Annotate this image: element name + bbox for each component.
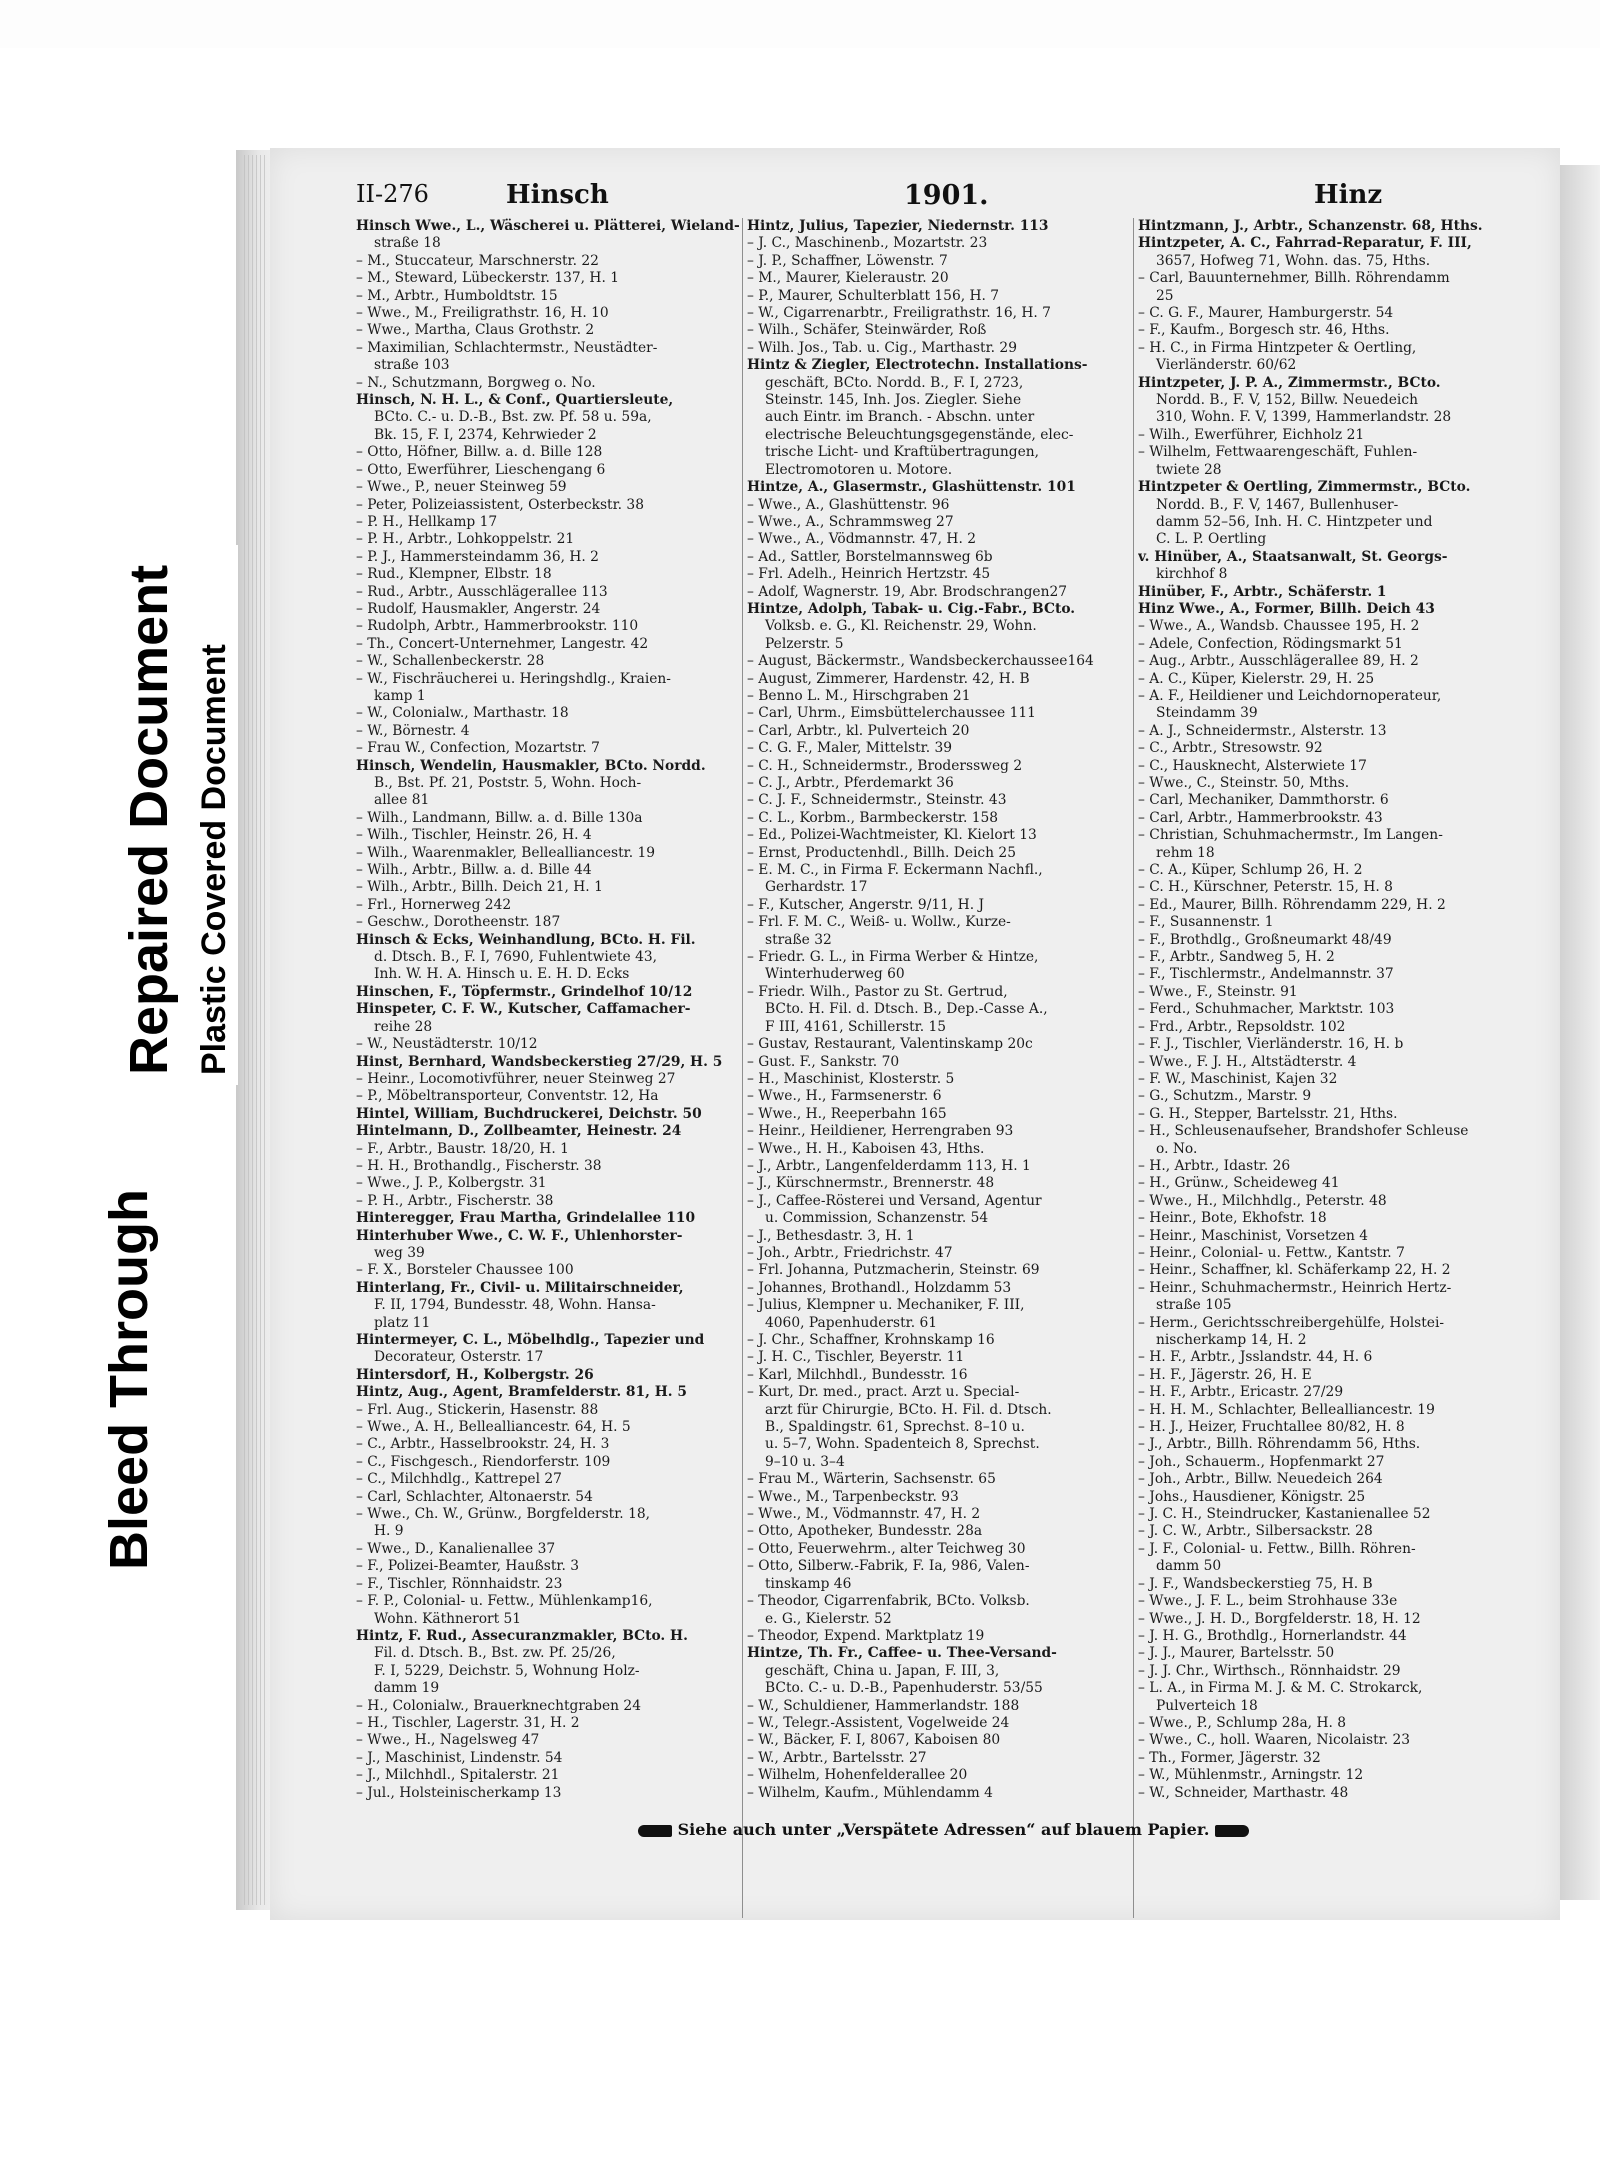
directory-entry: B., Spaldingstr. 61, Sprechst. 8–10 u. xyxy=(765,1419,1025,1436)
directory-entry: – Wilh., Landmann, Billw. a. d. Bille 130a xyxy=(356,809,643,826)
directory-entry: – Wwe., P., neuer Steinweg 59 xyxy=(356,479,567,496)
directory-entry: – Carl, Mechaniker, Dammthorstr. 6 xyxy=(1138,792,1389,809)
directory-entry: – Wwe., Ch. W., Grünw., Borgfelderstr. 18, xyxy=(356,1506,651,1523)
directory-entry: – C. J., Arbtr., Pferdemarkt 36 xyxy=(747,775,954,791)
directory-entry: Hinsch, N. H. L., & Conf., Quartiersleute, xyxy=(356,392,674,409)
directory-entry: geschäft, BCto. Nordd. B., F. I, 2723, xyxy=(765,374,1024,391)
directory-entry: – Joh., Arbtr., Friedrichstr. 47 xyxy=(747,1244,953,1261)
directory-entry: kirchhof 8 xyxy=(1156,566,1228,583)
directory-entry: – Adele, Confection, Rödingsmarkt 51 xyxy=(1138,635,1403,652)
directory-entry: Fil. d. Dtsch. B., Bst. zw. Pf. 25/26, xyxy=(374,1645,616,1662)
directory-entry: – Geschw., Dorotheenstr. 187 xyxy=(356,914,561,931)
directory-entry: – Ernst, Productenhdl., Billh. Deich 25 xyxy=(747,844,1016,861)
directory-entry: 3657, Hofweg 71, Wohn. das. 75, Hths. xyxy=(1156,252,1431,269)
directory-entry: – Wwe., D., Kanalienallee 37 xyxy=(356,1540,556,1557)
directory-entry: BCto. C.- u. D.-B., Papenhuderstr. 53/55 xyxy=(765,1680,1043,1697)
directory-entry: – Herm., Gerichtsschreibergehülfe, Holstei- xyxy=(1138,1314,1445,1331)
directory-entry: tinskamp 46 xyxy=(765,1575,852,1592)
directory-entry: rehm 18 xyxy=(1156,844,1215,861)
directory-entry: – Wwe., F., Steinstr. 91 xyxy=(1138,983,1298,1000)
directory-entry: Electromotoren u. Motore. xyxy=(765,461,953,478)
directory-entry: – Otto, Silberw.-Fabrik, F. Ia, 986, Valen- xyxy=(747,1558,1030,1575)
directory-entry: – A. F., Heildiener und Leichdornoperateur, xyxy=(1138,687,1442,704)
directory-entry: Hintz, Aug., Agent, Bramfelderstr. 81, H. 5 xyxy=(356,1384,687,1401)
directory-entry: – H. F., Jägerstr. 26, H. E xyxy=(1138,1366,1312,1383)
directory-column-1 xyxy=(356,218,741,1802)
directory-entry: – H., Schleusenaufseher, Brandshofer Schleuse xyxy=(1138,1123,1469,1140)
directory-entry: – F. W., Maschinist, Kajen 32 xyxy=(1138,1070,1338,1087)
directory-entry: – J., Bethesdastr. 3, H. 1 xyxy=(747,1227,915,1244)
side-label-repaired-document: Repaired Document xyxy=(119,564,179,1075)
directory-entry: – M., Stuccateur, Marschnerstr. 22 xyxy=(356,252,599,269)
directory-entry: – F., Arbtr., Sandweg 5, H. 2 xyxy=(1138,949,1335,966)
directory-entry: – Heinr., Bote, Ekhofstr. 18 xyxy=(1138,1210,1327,1227)
side-label-plastic-covered: Plastic Covered Document xyxy=(195,644,233,1075)
directory-entry: Hintelmann, D., Zollbeamter, Heinestr. 24 xyxy=(356,1123,682,1140)
directory-entry: – Wwe., Martha, Claus Grothstr. 2 xyxy=(356,322,595,339)
directory-entry: Hinterhuber Wwe., C. W. F., Uhlenhorster- xyxy=(356,1227,683,1244)
directory-entry: – Johannes, Brothandl., Holzdamm 53 xyxy=(747,1279,1012,1296)
side-label-bleed-through: Bleed Through xyxy=(99,1189,159,1570)
directory-entry: – F., Brothdlg., Großneumarkt 48/49 xyxy=(1138,931,1392,948)
directory-entry: – N., Schutzmann, Borgweg o. No. xyxy=(356,374,596,391)
directory-entry: – J. C., Maschinenb., Mozartstr. 23 xyxy=(747,235,988,252)
directory-entry: – Heinr., Maschinist, Vorsetzen 4 xyxy=(1138,1227,1369,1244)
directory-entry: – W., Telegr.-Assistent, Vogelweide 24 xyxy=(747,1714,1010,1731)
directory-entry: – Heinr., Colonial- u. Fettw., Kantstr. 7 xyxy=(1138,1244,1405,1261)
directory-entry: – Karl, Milchhdl., Bundesstr. 16 xyxy=(747,1366,968,1383)
directory-entry: – Otto, Apotheker, Bundesstr. 28a xyxy=(747,1523,983,1540)
directory-entry: – H., Arbtr., Idastr. 26 xyxy=(1138,1157,1291,1174)
directory-entry: Hinspeter, C. F. W., Kutscher, Caffamacher- xyxy=(356,1001,691,1018)
directory-entry: – Wwe., J. P., Kolbergstr. 31 xyxy=(356,1175,547,1192)
directory-entry: – F. P., Colonial- u. Fettw., Mühlenkamp16, xyxy=(356,1593,653,1610)
directory-entry: – C. L., Korbm., Barmbeckerstr. 158 xyxy=(747,809,999,826)
directory-entry: – Wwe., C., Steinstr. 50, Mths. xyxy=(1138,775,1350,791)
directory-entry: – Wwe., C., holl. Waaren, Nicolaistr. 23 xyxy=(1138,1732,1411,1749)
directory-entry: Hinsch Wwe., L., Wäscherei u. Plätterei, Wieland- xyxy=(356,218,740,234)
directory-entry: – Wwe., M., Tarpenbeckstr. 93 xyxy=(747,1488,959,1505)
directory-entry: – G., Schutzm., Marstr. 9 xyxy=(1138,1088,1312,1105)
directory-entry: – M., Maurer, Kieleraustr. 20 xyxy=(747,270,949,287)
directory-entry: – Wilh., Arbtr., Billh. Deich 21, H. 1 xyxy=(356,879,603,896)
directory-entry: – Ed., Polizei-Wachtmeister, Kl. Kielort 13 xyxy=(747,827,1037,844)
directory-entry: – Wwe., J. H. D., Borgfelderstr. 18, H. 12 xyxy=(1138,1610,1421,1627)
directory-entry: – Gustav, Restaurant, Valentinskamp 20c xyxy=(747,1036,1033,1053)
directory-entry: – W., Schneider, Marthastr. 48 xyxy=(1138,1784,1349,1801)
directory-entry: – J., Milchhdl., Spitalerstr. 21 xyxy=(356,1767,560,1784)
directory-entry: Pulverteich 18 xyxy=(1156,1697,1258,1714)
directory-entry: – H., Grünw., Scheideweg 41 xyxy=(1138,1175,1340,1192)
directory-entry: – Wilhelm, Fettwaarengeschäft, Fuhlen- xyxy=(1138,444,1418,461)
directory-entry: Vierländerstr. 60/62 xyxy=(1156,357,1297,374)
directory-entry: – Wilh. Jos., Tab. u. Cig., Marthastr. 29 xyxy=(747,339,1017,356)
directory-entry: – Wwe., M., Freiligrathstr. 16, H. 10 xyxy=(356,305,609,322)
directory-entry: Gerhardstr. 17 xyxy=(765,879,868,896)
directory-entry: – Frl. Adelh., Heinrich Hertzstr. 45 xyxy=(747,566,991,583)
directory-entry: d. Dtsch. B., F. I, 7690, Fuhlentwiete 43, xyxy=(374,949,658,966)
directory-entry: – Johs., Hausdiener, Königstr. 25 xyxy=(1138,1488,1366,1505)
column-divider xyxy=(742,218,743,1918)
directory-entry: – P. J., Hammersteindamm 36, H. 2 xyxy=(356,548,599,565)
directory-entry: – J. Chr., Schaffner, Krohnskamp 16 xyxy=(747,1332,995,1348)
directory-entry: – W., Bäcker, F. I, 8067, Kaboisen 80 xyxy=(747,1732,1001,1749)
directory-column-2 xyxy=(747,218,1132,1802)
directory-entry: – J., Arbtr., Billh. Röhrendamm 56, Hths. xyxy=(1138,1436,1421,1453)
directory-entry: Hintzpeter, J. P. A., Zimmermstr., BCto. xyxy=(1138,374,1441,391)
directory-entry: – Friedr. G. L., in Firma Werber & Hintze, xyxy=(747,949,1039,966)
directory-entry: Hintz & Ziegler, Electrotechn. Installations- xyxy=(747,357,1088,374)
directory-entry: – J. H. C., Tischler, Beyerstr. 11 xyxy=(747,1349,965,1366)
directory-entry: – C. H., Schneidermstr., Broderssweg 2 xyxy=(747,757,1023,774)
directory-entry: – J. H. G., Brothdlg., Hornerlandstr. 44 xyxy=(1138,1627,1407,1644)
directory-entry: – August, Zimmerer, Hardenstr. 42, H. B xyxy=(747,670,1030,687)
page-stack-edges xyxy=(244,155,268,1905)
directory-entry: Hinüber, F., Arbtr., Schäferstr. 1 xyxy=(1138,583,1387,600)
directory-entry: – C. H., Kürschner, Peterstr. 15, H. 8 xyxy=(1138,879,1393,896)
directory-entry: – Wilh., Tischler, Heinstr. 26, H. 4 xyxy=(356,827,592,844)
directory-entry: – Wwe., A., Vödmannstr. 47, H. 2 xyxy=(747,531,977,548)
directory-entry: – Wwe., A., Glashüttenstr. 96 xyxy=(747,496,950,513)
directory-entry: – Julius, Klempner u. Mechaniker, F. III, xyxy=(747,1297,1025,1314)
directory-entry: – Aug., Arbtr., Ausschlägerallee 89, H. 2 xyxy=(1138,653,1419,670)
page-number: II-276 xyxy=(356,180,429,208)
directory-entry: – Wwe., F. J. H., Altstädterstr. 4 xyxy=(1138,1053,1357,1070)
directory-entry: – Wwe., P., Schlump 28a, H. 8 xyxy=(1138,1714,1347,1731)
directory-entry: allee 81 xyxy=(374,792,430,809)
directory-entry: – J. J. Chr., Wirthsch., Rönnhaidstr. 29 xyxy=(1138,1662,1401,1679)
directory-entry: – W., Schallenbeckerstr. 28 xyxy=(356,653,545,670)
directory-entry: Hintze, Th. Fr., Caffee- u. Thee-Versand- xyxy=(747,1645,1057,1662)
directory-entry: straße 32 xyxy=(765,931,832,948)
directory-entry: Hintersdorf, H., Kolbergstr. 26 xyxy=(356,1366,594,1383)
directory-entry: – Ferd., Schuhmacher, Marktstr. 103 xyxy=(1138,1001,1395,1018)
directory-entry: – H. H. M., Schlachter, Bellealliancestr. 19 xyxy=(1138,1401,1435,1418)
directory-entry: – Ad., Sattler, Borstelmannsweg 6b xyxy=(747,548,993,565)
header-left-keyword: Hinsch xyxy=(506,180,609,210)
page-header xyxy=(356,180,1383,220)
directory-entry: – M., Steward, Lübeckerstr. 137, H. 1 xyxy=(356,270,620,287)
directory-entry: – Heinr., Schaffner, kl. Schäferkamp 22, H. 2 xyxy=(1138,1262,1451,1279)
directory-entry: Hintzmann, J., Arbtr., Schanzenstr. 68, Hths. xyxy=(1138,218,1483,234)
directory-entry: – J., Caffee-Rösterei und Versand, Agentur xyxy=(747,1192,1042,1209)
directory-entry: – Frd., Arbtr., Repsoldstr. 102 xyxy=(1138,1018,1346,1035)
directory-entry: – Christian, Schuhmachermstr., Im Langen- xyxy=(1138,827,1443,844)
directory-entry: – P., Möbeltransporteur, Conventstr. 12, Ha xyxy=(356,1088,659,1105)
directory-entry: – Wwe., A., Schrammsweg 27 xyxy=(747,513,954,530)
directory-entry: – Frau M., Wärterin, Sachsenstr. 65 xyxy=(747,1471,996,1488)
directory-entry: – F., Tischler, Rönnhaidstr. 23 xyxy=(356,1575,563,1592)
directory-entry: damm 19 xyxy=(374,1680,440,1697)
directory-entry: – Wilhelm, Hohenfelderallee 20 xyxy=(747,1767,968,1784)
directory-entry: damm 52–56, Inh. H. C. Hintzpeter und xyxy=(1156,513,1433,530)
directory-entry: – E. M. C., in Firma F. Eckermann Nachfl., xyxy=(747,862,1043,879)
directory-entry: arzt für Chirurgie, BCto. H. Fil. d. Dtsch. xyxy=(765,1401,1052,1418)
directory-entry: reihe 28 xyxy=(374,1018,433,1035)
directory-entry: – Otto, Feuerwehrm., alter Teichweg 30 xyxy=(747,1540,1026,1557)
directory-entry: – Th., Concert-Unternehmer, Langestr. 42 xyxy=(356,635,649,652)
directory-entry: – L. A., in Firma M. J. & M. C. Strokarck, xyxy=(1138,1680,1423,1697)
directory-entry: Hintzpeter & Oertling, Zimmermstr., BCto. xyxy=(1138,479,1471,496)
directory-entry: 9–10 u. 3–4 xyxy=(765,1453,845,1470)
directory-entry: Hintze, A., Glasermstr., Glashüttenstr. 101 xyxy=(747,479,1076,496)
directory-entry: kamp 1 xyxy=(374,687,426,704)
directory-entry: F III, 4161, Schillerstr. 15 xyxy=(765,1018,947,1035)
scan-top-margin xyxy=(0,0,1600,48)
directory-entry: 4060, Papenhuderstr. 61 xyxy=(765,1314,938,1331)
pointing-hand-left-icon xyxy=(1215,1825,1249,1837)
directory-entry: – Ed., Maurer, Billh. Röhrendamm 229, H. 2 xyxy=(1138,896,1446,913)
directory-entry: – Heinr., Schuhmachermstr., Heinrich Hertz- xyxy=(1138,1279,1452,1296)
directory-entry: Hinsch & Ecks, Weinhandlung, BCto. H. Fil. xyxy=(356,931,696,948)
directory-entry: – P., Maurer, Schulterblatt 156, H. 7 xyxy=(747,287,1000,304)
directory-entry: – Frl. Aug., Stickerin, Hasenstr. 88 xyxy=(356,1401,599,1418)
directory-entry: – H., Colonialw., Brauerknechtgraben 24 xyxy=(356,1697,641,1714)
directory-entry: Hintze, Adolph, Tabak- u. Cig.-Fabr., BCto. xyxy=(747,600,1076,617)
directory-entry: Wohn. Käthnerort 51 xyxy=(374,1610,522,1627)
directory-entry: – Rud., Arbtr., Ausschlägerallee 113 xyxy=(356,583,608,600)
directory-entry: – W., Fischräucherei u. Heringshdlg., Kraien- xyxy=(356,670,671,687)
directory-entry: Hintzpeter, A. C., Fahrrad-Reparatur, F. III, xyxy=(1138,235,1472,252)
directory-entry: – Otto, Ewerführer, Lieschengang 6 xyxy=(356,461,606,478)
directory-entry: – Wwe., H., Reeperbahn 165 xyxy=(747,1105,947,1122)
directory-entry: BCto. C.- u. D.-B., Bst. zw. Pf. 58 u. 59a, xyxy=(374,409,652,426)
directory-entry: – Otto, Höfner, Billw. a. d. Bille 128 xyxy=(356,444,603,461)
column-divider xyxy=(1133,218,1134,1918)
directory-entry: – Wilhelm, Kaufm., Mühlendamm 4 xyxy=(747,1784,993,1801)
directory-entry: – Frau W., Confection, Mozartstr. 7 xyxy=(356,740,600,757)
directory-entry: – Wilh., Arbtr., Billw. a. d. Bille 44 xyxy=(356,862,592,879)
directory-entry: 25 xyxy=(1156,287,1174,304)
directory-entry: B., Bst. Pf. 21, Poststr. 5, Wohn. Hoch- xyxy=(374,775,642,791)
directory-entry: – Th., Former, Jägerstr. 32 xyxy=(1138,1749,1321,1766)
footer-note-text: Siehe auch unter „Verspätete Adressen“ auf blauem Papier. xyxy=(677,1820,1210,1839)
directory-entry: Hintel, William, Buchdruckerei, Deichstr. 50 xyxy=(356,1105,702,1122)
directory-entry: – C., Arbtr., Hasselbrookstr. 24, H. 3 xyxy=(356,1436,610,1453)
directory-entry: – Wwe., A. H., Bellealliancestr. 64, H. 5 xyxy=(356,1419,631,1436)
directory-entry: – Heinr., Heildiener, Herrengraben 93 xyxy=(747,1123,1014,1140)
directory-entry: twiete 28 xyxy=(1156,461,1222,478)
directory-entry: – Theodor, Expend. Marktplatz 19 xyxy=(747,1627,985,1644)
directory-entry: – H. F., Arbtr., Jsslandstr. 44, H. 6 xyxy=(1138,1349,1373,1366)
directory-entry: – Frl., Hornerweg 242 xyxy=(356,896,512,913)
header-right-keyword: Hinz xyxy=(1314,180,1383,210)
directory-entry: – Theodor, Cigarrenfabrik, BCto. Volksb. xyxy=(747,1593,1030,1610)
directory-entry: – F., Tischlermstr., Andelmannstr. 37 xyxy=(1138,966,1394,983)
directory-entry: – Wwe., J. F. L., beim Strohhause 33e xyxy=(1138,1593,1398,1610)
directory-entry: – J. F., Colonial- u. Fettw., Billh. Röhren- xyxy=(1138,1540,1416,1557)
directory-entry: geschäft, China u. Japan, F. III, 3, xyxy=(765,1662,1000,1679)
directory-entry: straße 105 xyxy=(1156,1297,1232,1314)
directory-entry: – W., Neustädterstr. 10/12 xyxy=(356,1036,538,1053)
directory-entry: weg 39 xyxy=(374,1244,425,1261)
directory-entry: o. No. xyxy=(1156,1140,1198,1157)
directory-entry: – Carl, Uhrm., Eimsbüttelerchaussee 111 xyxy=(747,705,1036,722)
directory-entry: electrische Beleuchtungsgegenstände, elec- xyxy=(765,426,1074,443)
directory-entry: Hinteregger, Frau Martha, Grindelallee 110 xyxy=(356,1210,696,1227)
directory-entry: – F. X., Borsteler Chaussee 100 xyxy=(356,1262,574,1279)
directory-entry: Volksb. e. G., Kl. Reichenstr. 29, Wohn. xyxy=(765,618,1037,635)
directory-entry: – H., Maschinist, Klosterstr. 5 xyxy=(747,1070,955,1087)
directory-entry: Inh. W. H. A. Hinsch u. E. H. D. Ecks xyxy=(374,966,630,983)
directory-entry: Nordd. B., F. V, 1467, Bullenhuser- xyxy=(1156,496,1399,513)
directory-entry: Nordd. B., F. V, 152, Billw. Neuedeich xyxy=(1156,392,1418,409)
directory-entry: H. 9 xyxy=(374,1523,404,1540)
directory-entry: – Carl, Schlachter, Altonaerstr. 54 xyxy=(356,1488,593,1505)
directory-entry: – J., Kürschnermstr., Brennerstr. 48 xyxy=(747,1175,995,1192)
directory-entry: – P. H., Hellkamp 17 xyxy=(356,513,498,530)
directory-entry: damm 50 xyxy=(1156,1558,1222,1575)
directory-entry: – F., Susannenstr. 1 xyxy=(1138,914,1274,931)
directory-entry: – A. J., Schneidermstr., Alsterstr. 13 xyxy=(1138,722,1387,739)
directory-entry: Hintz, F. Rud., Assecuranzmakler, BCto. H. xyxy=(356,1627,688,1644)
directory-entry: Hinst, Bernhard, Wandsbeckerstieg 27/29, H. 5 xyxy=(356,1053,723,1070)
directory-entry: – Carl, Arbtr., Hammerbrookstr. 43 xyxy=(1138,809,1383,826)
directory-entry: Steindamm 39 xyxy=(1156,705,1258,722)
directory-entry: – F. J., Tischler, Vierländerstr. 16, H. b xyxy=(1138,1036,1404,1053)
directory-entry: – Wilh., Schäfer, Steinwärder, Roß xyxy=(747,322,987,339)
directory-entry: – Wwe., H. H., Kaboisen 43, Hths. xyxy=(747,1140,985,1157)
directory-entry: – Frl. F. M. C., Weiß- u. Wollw., Kurze- xyxy=(747,914,1011,931)
directory-entry: auch Eintr. im Branch. - Abschn. unter xyxy=(765,409,1035,426)
directory-entry: BCto. H. Fil. d. Dtsch. B., Dep.-Casse A., xyxy=(765,1001,1048,1018)
directory-entry: – C. G. F., Maurer, Hamburgerstr. 54 xyxy=(1138,305,1394,322)
directory-entry: Winterhuderweg 60 xyxy=(765,966,905,983)
directory-entry: – Rudolph, Arbtr., Hammerbrookstr. 110 xyxy=(356,618,639,635)
directory-entry: Hinz Wwe., A., Former, Billh. Deich 43 xyxy=(1138,600,1435,617)
directory-entry: – F., Polizei-Beamter, Haußstr. 3 xyxy=(356,1558,580,1575)
directory-entry: – C. G. F., Maler, Mittelstr. 39 xyxy=(747,740,953,757)
directory-entry: – August, Bäckermstr., Wandsbeckerchaussee164 xyxy=(747,653,1094,670)
directory-entry: – Joh., Schauerm., Hopfenmarkt 27 xyxy=(1138,1453,1385,1470)
directory-entry: – W., Mühlenmstr., Arningstr. 12 xyxy=(1138,1767,1364,1784)
directory-entry: – C., Fischgesch., Riendorferstr. 109 xyxy=(356,1453,611,1470)
directory-entry: v. Hinüber, A., Staatsanwalt, St. Georgs- xyxy=(1138,548,1448,565)
directory-entry: – Wwe., M., Vödmannstr. 47, H. 2 xyxy=(747,1506,981,1523)
directory-entry: Hintz, Julius, Tapezier, Niedernstr. 113 xyxy=(747,218,1049,234)
directory-entry: – Heinr., Locomotivführer, neuer Steinweg 27 xyxy=(356,1070,676,1087)
directory-entry: – Peter, Polizeiassistent, Osterbeckstr. 38 xyxy=(356,496,644,513)
directory-entry: Hintermeyer, C. L., Möbelhdlg., Tapezier und xyxy=(356,1332,705,1348)
header-year: 1901. xyxy=(904,180,989,211)
directory-entry: – H. F., Arbtr., Ericastr. 27/29 xyxy=(1138,1384,1344,1401)
directory-entry: u. Commission, Schanzenstr. 54 xyxy=(765,1210,989,1227)
directory-entry: – C., Hausknecht, Alsterwiete 17 xyxy=(1138,757,1367,774)
directory-entry: – Wilh., Ewerführer, Eichholz 21 xyxy=(1138,426,1365,443)
directory-entry: – F., Kaufm., Borgesch str. 46, Hths. xyxy=(1138,322,1390,339)
directory-entry: – J., Maschinist, Lindenstr. 54 xyxy=(356,1749,563,1766)
directory-entry: – W., Schuldiener, Hammerlandstr. 188 xyxy=(747,1697,1020,1714)
directory-entry: – Adolf, Wagnerstr. 19, Abr. Brodschrangen27 xyxy=(747,583,1068,600)
directory-entry: – C., Milchhdlg., Kattrepel 27 xyxy=(356,1471,562,1488)
directory-entry: Decorateur, Osterstr. 17 xyxy=(374,1349,544,1366)
footer-note xyxy=(638,1820,1210,1839)
directory-entry: Hinsch, Wendelin, Hausmakler, BCto. Nordd. xyxy=(356,757,706,774)
directory-entry: – J., Arbtr., Langenfelderdamm 113, H. 1 xyxy=(747,1157,1031,1174)
directory-entry: – F., Kutscher, Angerstr. 9/11, H. J xyxy=(747,896,985,913)
directory-entry: – G. H., Stepper, Bartelsstr. 21, Hths. xyxy=(1138,1105,1398,1122)
directory-entry: – C., Arbtr., Stresowstr. 92 xyxy=(1138,740,1323,757)
directory-entry: nischerkamp 14, H. 2 xyxy=(1156,1332,1307,1348)
directory-entry: – W., Cigarrenarbtr., Freiligrathstr. 16, H. 7 xyxy=(747,305,1051,322)
directory-entry: – Carl, Bauunternehmer, Billh. Röhrendamm xyxy=(1138,270,1450,287)
directory-entry: – W., Arbtr., Bartelsstr. 27 xyxy=(747,1749,927,1766)
directory-entry: – J. C. H., Steindrucker, Kastanienallee 52 xyxy=(1138,1506,1431,1523)
directory-entry: – P. H., Arbtr., Fischerstr. 38 xyxy=(356,1192,554,1209)
directory-entry: – Jul., Holsteinischerkamp 13 xyxy=(356,1784,562,1801)
directory-entry: – Wilh., Waarenmakler, Bellealliancestr. 19 xyxy=(356,844,656,861)
directory-entry: – Friedr. Wilh., Pastor zu St. Gertrud, xyxy=(747,983,1008,1000)
directory-column-3 xyxy=(1138,218,1533,1802)
directory-entry: e. G., Kielerstr. 52 xyxy=(765,1610,892,1627)
directory-entry: F. I, 5229, Deichstr. 5, Wohnung Holz- xyxy=(374,1662,640,1679)
directory-entry: C. L. P. Oertling xyxy=(1156,531,1267,548)
directory-entry: 310, Wohn. F. V, 1399, Hammerlandstr. 28 xyxy=(1156,409,1452,426)
directory-entry: – F., Arbtr., Baustr. 18/20, H. 1 xyxy=(356,1140,569,1157)
directory-entry: – Rud., Klempner, Elbstr. 18 xyxy=(356,566,552,583)
pointing-hand-right-icon xyxy=(638,1825,672,1837)
directory-entry: – J. J., Maurer, Bartelsstr. 50 xyxy=(1138,1645,1335,1662)
directory-entry: Bk. 15, F. I, 2374, Kehrwieder 2 xyxy=(374,426,597,443)
directory-entry: – H. J., Heizer, Fruchtallee 80/82, H. 8 xyxy=(1138,1419,1405,1436)
directory-entry: – C. A., Küper, Schlump 26, H. 2 xyxy=(1138,862,1363,879)
directory-entry: – J. F., Wandsbeckerstieg 75, H. B xyxy=(1138,1575,1373,1592)
directory-entry: – H. C., in Firma Hintzpeter & Oertling, xyxy=(1138,339,1417,356)
directory-entry: – M., Arbtr., Humboldtstr. 15 xyxy=(356,287,558,304)
directory-entry: – Rudolf, Hausmakler, Angerstr. 24 xyxy=(356,600,601,617)
directory-entry: Hinschen, F., Töpfermstr., Grindelhof 10/12 xyxy=(356,983,693,1000)
directory-entry: – Gust. F., Sankstr. 70 xyxy=(747,1053,900,1070)
directory-entry: – A. C., Küper, Kielerstr. 29, H. 25 xyxy=(1138,670,1375,687)
directory-entry: – W., Börnestr. 4 xyxy=(356,722,470,739)
directory-entry: – H., Tischler, Lagerstr. 31, H. 2 xyxy=(356,1714,580,1731)
directory-entry: u. 5–7, Wohn. Spadenteich 8, Sprechst. xyxy=(765,1436,1040,1453)
page-edge-shadow-right xyxy=(1560,165,1600,1900)
directory-entry: straße 103 xyxy=(374,357,450,374)
directory-entry: platz 11 xyxy=(374,1314,431,1331)
directory-entry: trische Licht- und Kraftübertragungen, xyxy=(765,444,1040,461)
directory-entry: – Wwe., H., Farmsenerstr. 6 xyxy=(747,1088,942,1105)
directory-entry: – Wwe., H., Nagelsweg 47 xyxy=(356,1732,540,1749)
directory-entry: Steinstr. 145, Inh. Jos. Ziegler. Siehe xyxy=(765,392,1022,409)
directory-entry: – Kurt, Dr. med., pract. Arzt u. Special- xyxy=(747,1384,1020,1401)
directory-entry: Pelzerstr. 5 xyxy=(765,635,844,652)
directory-entry: F. II, 1794, Bundesstr. 48, Wohn. Hansa- xyxy=(374,1297,656,1314)
directory-entry: – Maximilian, Schlachtermstr., Neustädter- xyxy=(356,339,658,356)
directory-entry: – P. H., Arbtr., Lohkoppelstr. 21 xyxy=(356,531,575,548)
directory-entry: – Benno L. M., Hirschgraben 21 xyxy=(747,687,971,704)
directory-entry: Hinterlang, Fr., Civil- u. Militairschneider, xyxy=(356,1279,684,1296)
directory-entry: – Wwe., A., Wandsb. Chaussee 195, H. 2 xyxy=(1138,618,1420,635)
directory-entry: – W., Colonialw., Marthastr. 18 xyxy=(356,705,569,722)
directory-entry: – Carl, Arbtr., kl. Pulverteich 20 xyxy=(747,722,970,739)
directory-entry: – C. J. F., Schneidermstr., Steinstr. 43 xyxy=(747,792,1007,809)
directory-entry: – H. H., Brothandlg., Fischerstr. 38 xyxy=(356,1157,602,1174)
directory-entry: straße 18 xyxy=(374,235,441,252)
directory-entry: – Wwe., H., Milchhdlg., Peterstr. 48 xyxy=(1138,1192,1387,1209)
directory-entry: – Joh., Arbtr., Billw. Neuedeich 264 xyxy=(1138,1471,1383,1488)
directory-entry: – J. C. W., Arbtr., Silbersackstr. 28 xyxy=(1138,1523,1373,1540)
directory-entry: – J. P., Schaffner, Löwenstr. 7 xyxy=(747,252,948,269)
directory-entry: – Frl. Johanna, Putzmacherin, Steinstr. 69 xyxy=(747,1262,1040,1279)
